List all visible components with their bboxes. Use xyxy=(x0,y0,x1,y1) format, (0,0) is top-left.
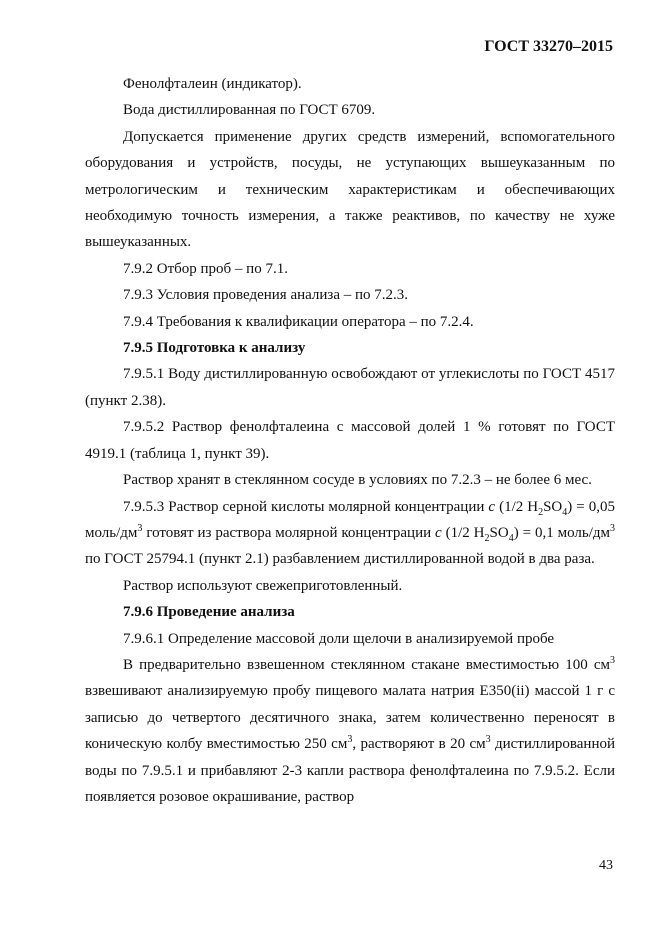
superscript: 3 xyxy=(610,654,615,666)
text-run: (1/2 H xyxy=(441,524,485,541)
text-run: , растворяют в 20 см xyxy=(352,736,486,753)
text-run: готовят из раствора молярной концентрации xyxy=(142,524,436,541)
text-run: SO xyxy=(543,498,563,515)
paragraph: Фенолфталеин (индикатор). xyxy=(123,76,302,92)
text-run: SO xyxy=(489,524,509,541)
paragraph: Раствор используют свежеприготовленный. xyxy=(123,577,403,594)
paragraph: 7.9.3 Условия проведения анализа – по 7.2.3. xyxy=(123,287,409,304)
subscript: 2 xyxy=(484,532,490,544)
paragraph: 7.9.5.1 Воду дистиллированную освобождают от углекислоты по ГОСТ 4517 (пункт 2.38). xyxy=(85,366,615,409)
paragraph: Вода дистиллированная по ГОСТ 6709. xyxy=(123,102,376,119)
subscript: 4 xyxy=(562,506,568,518)
paragraph: 7.9.6.1 Определение массовой доли щелочи в анализируемой пробе xyxy=(123,630,555,647)
paragraph: 7.9.5.2 Раствор фенолфталеина с массовой долей 1 % готовят по ГОСТ 4919.1 (таблица 1, пункт 39). xyxy=(85,419,615,462)
paragraph xyxy=(85,652,615,810)
superscript: 3 xyxy=(610,522,615,534)
section-heading: 7.9.6 Проведение анализа xyxy=(123,604,295,621)
subscript: 2 xyxy=(538,506,544,518)
concentration-symbol: c xyxy=(435,524,442,541)
text-run: ) = 0,05 моль/дм xyxy=(85,498,615,541)
superscript: 3 xyxy=(347,734,353,746)
text-run: В предварительно взвешенном стеклянном стакане вместимостью 100 см xyxy=(123,656,610,673)
page-number: 43 xyxy=(599,858,613,873)
text-run: ) = 0,1 моль/дм xyxy=(513,524,610,541)
text-run: по ГОСТ 25794.1 (пункт 2.1) разбавлением дистиллированной водой в два раза. xyxy=(85,551,595,568)
document-header: ГОСТ 33270–2015 xyxy=(484,38,613,55)
paragraph: 7.9.2 Отбор проб – по 7.1. xyxy=(123,260,288,277)
paragraph xyxy=(85,494,615,573)
text-run: 7.9.5.3 Раствор серной кислоты молярной концентрации xyxy=(123,498,489,515)
document-body xyxy=(85,71,615,810)
concentration-symbol: c xyxy=(488,498,496,515)
section-heading: 7.9.5 Подготовка к анализу xyxy=(123,340,306,357)
paragraph: 7.9.4 Требования к квалификации оператора – по 7.2.4. xyxy=(123,313,474,330)
superscript: 3 xyxy=(485,734,491,746)
text-run: взвешивают анализируемую пробу пищевого малата натрия E350(ii) массой 1 г с записью до четвертого десятичного знака, затем количественно переносят в коническую колбу вместимостью 250 см xyxy=(85,683,615,753)
text-run: (1/2 H xyxy=(495,498,539,515)
paragraph: Допускается применение других средств измерений, вспомогательного оборудования и устройств, посуды, не уступающих вышеуказанным по метрологическим и техническим характеристикам и обеспечивающих необходимую точность измерения, а также реактивов, по качеству не хуже вышеуказанных. xyxy=(85,128,615,251)
subscript: 4 xyxy=(508,532,514,544)
superscript: 3 xyxy=(137,522,143,534)
paragraph: Раствор хранят в стеклянном сосуде в условиях по 7.2.3 – не более 6 мес. xyxy=(123,472,592,489)
text-run: дистиллированной воды по 7.9.5.1 и прибавляют 2-3 капли раствора фенолфталеина по 7.9.5.2. Если появляется розовое окрашивание, раствор xyxy=(85,736,616,805)
